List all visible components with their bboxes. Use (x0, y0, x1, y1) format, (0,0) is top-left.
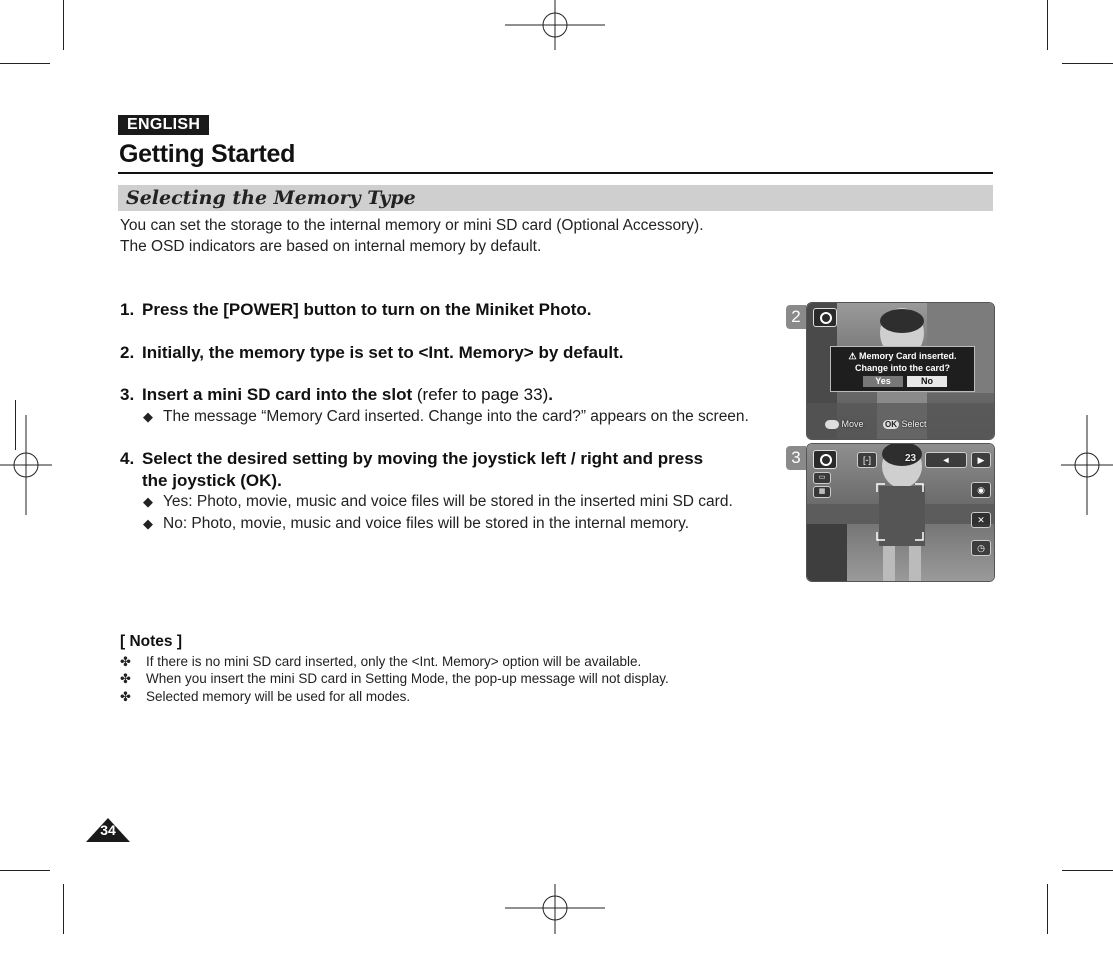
move-hint: Move (825, 419, 864, 429)
bullet-item (143, 515, 689, 533)
section-title: Selecting the Memory Type (126, 187, 416, 209)
camera-icon (813, 450, 837, 469)
zoom-bar-icon: ◄ (925, 452, 967, 468)
notes-title: [ Notes ] (120, 633, 182, 650)
yes-button[interactable]: Yes (863, 376, 903, 387)
bullet-text: Yes: Photo, movie, music and voice files will be stored in the inserted mini SD card. (163, 493, 733, 510)
step-2 (120, 343, 623, 363)
flash-off-icon: ✕ (971, 512, 991, 528)
no-button[interactable]: No (907, 376, 947, 387)
step-number: 4. (120, 449, 135, 468)
quality-icon: ▦ (813, 486, 831, 498)
resolution-icon: ▭ (813, 472, 831, 484)
memory-card-popup (830, 346, 975, 392)
language-tag: ENGLISH (118, 115, 209, 135)
crop-mark (1062, 870, 1113, 871)
screen-2 (806, 302, 995, 440)
bullet-item (143, 408, 749, 426)
crop-mark (1047, 884, 1048, 934)
registration-mark-left (0, 415, 52, 515)
intro-line: You can set the storage to the internal memory or mini SD card (Optional Accessory). (120, 217, 704, 234)
focus-icon: [-] (857, 452, 877, 468)
step-text-reference: (refer to page 33) (412, 385, 549, 404)
diamond-icon: ◆ (143, 494, 153, 509)
shot-count: 23 (905, 453, 917, 464)
step-number: 2. (120, 343, 135, 362)
crop-mark (0, 870, 50, 871)
play-icon: ▶ (971, 452, 991, 468)
bullet-item (143, 493, 733, 511)
crop-mark (63, 884, 64, 934)
step-text-end: . (548, 385, 553, 404)
step-text: Press the [POWER] button to turn on the Miniket Photo. (142, 300, 592, 319)
registration-mark-right (1061, 415, 1113, 515)
step-text: Select the desired setting by moving the joystick left / right and press (142, 449, 704, 468)
cross-icon: ✤ (120, 689, 131, 704)
diamond-icon: ◆ (143, 516, 153, 531)
diamond-icon: ◆ (143, 409, 153, 424)
eye-icon: ◉ (971, 482, 991, 498)
note-text: When you insert the mini SD card in Setting Mode, the pop-up message will not display. (146, 671, 669, 686)
screen-3 (806, 443, 995, 582)
step-number: 3. (120, 385, 135, 404)
timer-icon: ◷ (971, 540, 991, 556)
popup-question: Change into the card? (854, 363, 950, 373)
note-item (120, 689, 410, 705)
step-1 (120, 300, 592, 320)
intro-line: The OSD indicators are based on internal memory by default. (120, 238, 542, 255)
ok-icon: OK (885, 420, 897, 429)
screen-number: 2 (786, 305, 806, 329)
crop-mark (1047, 0, 1048, 50)
crop-mark (1062, 63, 1113, 64)
step-3 (120, 385, 553, 405)
note-text: Selected memory will be used for all modes. (146, 689, 411, 704)
step-4 (120, 449, 703, 469)
chapter-title: Getting Started (119, 140, 296, 168)
step-number: 1. (120, 300, 135, 319)
note-text: If there is no mini SD card inserted, only the <Int. Memory> option will be available. (146, 654, 642, 669)
crop-mark (63, 0, 64, 50)
cross-icon: ✤ (120, 671, 131, 686)
note-item (120, 671, 669, 687)
warning-icon: ⚠ (848, 351, 860, 361)
step-4-continued: the joystick (OK). (142, 471, 282, 490)
bullet-text: The message “Memory Card inserted. Change into the card?” appears on the screen. (163, 408, 749, 425)
camera-icon (813, 308, 837, 327)
registration-mark-bottom (505, 884, 605, 934)
registration-mark-top (505, 0, 605, 50)
bullet-text: No: Photo, movie, music and voice files will be stored in the internal memory. (163, 515, 690, 532)
joystick-icon (825, 420, 839, 429)
crop-mark (0, 63, 50, 64)
screen-number: 3 (786, 446, 806, 470)
cross-icon: ✤ (120, 654, 131, 669)
step-text: Initially, the memory type is set to <Int. Memory> by default. (142, 343, 624, 362)
select-hint: OK Select (885, 419, 927, 429)
step-text: Insert a mini SD card into the slot (142, 385, 413, 404)
chapter-rule (118, 172, 993, 174)
popup-message: ⚠ Memory Card inserted. (848, 351, 957, 361)
page-number: 34 (100, 822, 116, 838)
note-item (120, 654, 641, 670)
